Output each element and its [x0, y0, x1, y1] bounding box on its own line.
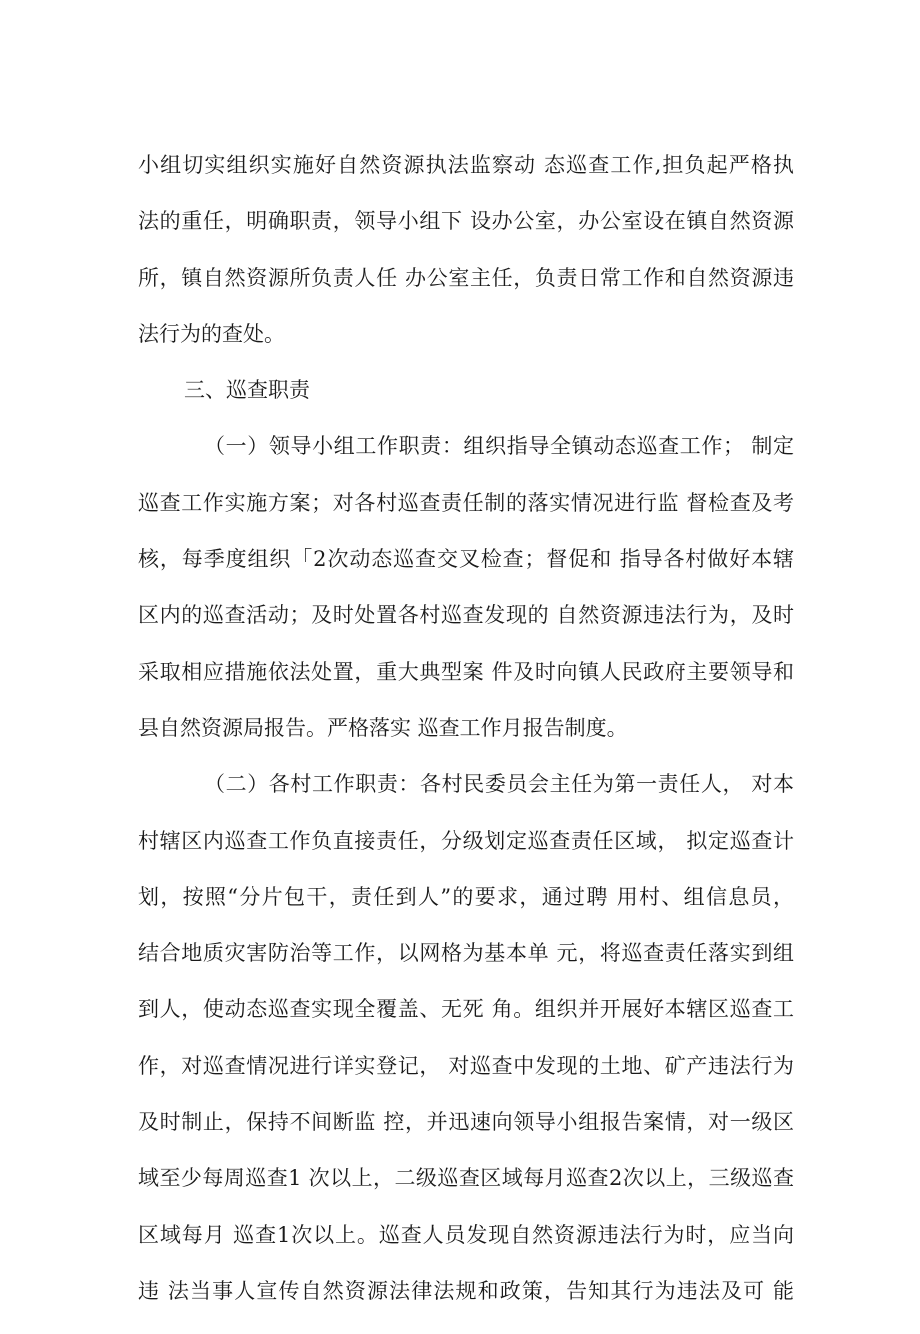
text-line: 采取相应措施依法处置，重大典型案 件及时向镇人民政府主要领导和 [138, 659, 794, 684]
text-line: 所，镇自然资源所负责人任 办公室主任，负责日常工作和自然资源违 [138, 265, 794, 290]
document-body [138, 152, 794, 1334]
text-line: （二）各村工作职责：各村民委员会主任为第一责任人， 对本 [204, 772, 794, 797]
paragraph-2 [138, 433, 794, 741]
text-line: 到人，使动态巡查实现全覆盖、无死 角。组织并开展好本辖区巡查工 [138, 997, 794, 1022]
text-line: 村辖区内巡查工作负直接责任，分级划定巡查责任区域， 拟定巡查计 [138, 828, 794, 853]
text-line: （一）领导小组工作职责：组织指导全镇动态巡查工作； 制定 [204, 434, 794, 459]
text-line: 县自然资源局报告。严格落实 巡查工作月报告制度。 [138, 715, 628, 740]
text-line: 小组切实组织实施好自然资源执法监察动 态巡查工作,担负起严格执 [138, 153, 794, 177]
paragraph-1 [138, 152, 794, 348]
text-line: 域至少每周巡查1 次以上，二级巡查区域每月巡查2次以上，三级巡查 [138, 1166, 794, 1191]
text-line: 结合地质灾害防治等工作，以网格为基本单 元，将巡查责任落实到组 [138, 941, 794, 966]
text-line: 区域每月 巡查1次以上。巡查人员发现自然资源违法行为时，应当向 [138, 1222, 794, 1247]
section-title: 三、巡查职责 [184, 378, 310, 403]
text-line: 及时制止，保持不间断监 控，并迅速向领导小组报告案情，对一级区 [138, 1110, 794, 1135]
text-line: 区内的巡查活动；及时处置各村巡查发现的 自然资源违法行为，及时 [138, 603, 794, 628]
text-line: 划，按照“分片包干，责任到人”的要求，通过聘 用村、组信息员， [138, 884, 794, 909]
paragraph-3 [138, 771, 794, 1305]
text-line: 法的重任，明确职责，领导小组下 设办公室，办公室设在镇自然资源 [138, 209, 794, 234]
text-line: 核，每季度组织「2次动态巡查交叉检查；督促和 指导各村做好本辖 [138, 547, 794, 572]
text-line: 巡查工作实施方案；对各村巡查责任制的落实情况进行监 督检查及考 [138, 490, 794, 515]
section-heading [138, 377, 794, 404]
text-line: 违 法当事人宣传自然资源法律法规和政策，告知其行为违法及可 能 [138, 1278, 794, 1303]
text-line: 法行为的查处。 [138, 321, 285, 346]
text-line: 作，对巡查情况进行详实登记， 对巡查中发现的土地、矿产违法行为 [138, 1053, 794, 1078]
